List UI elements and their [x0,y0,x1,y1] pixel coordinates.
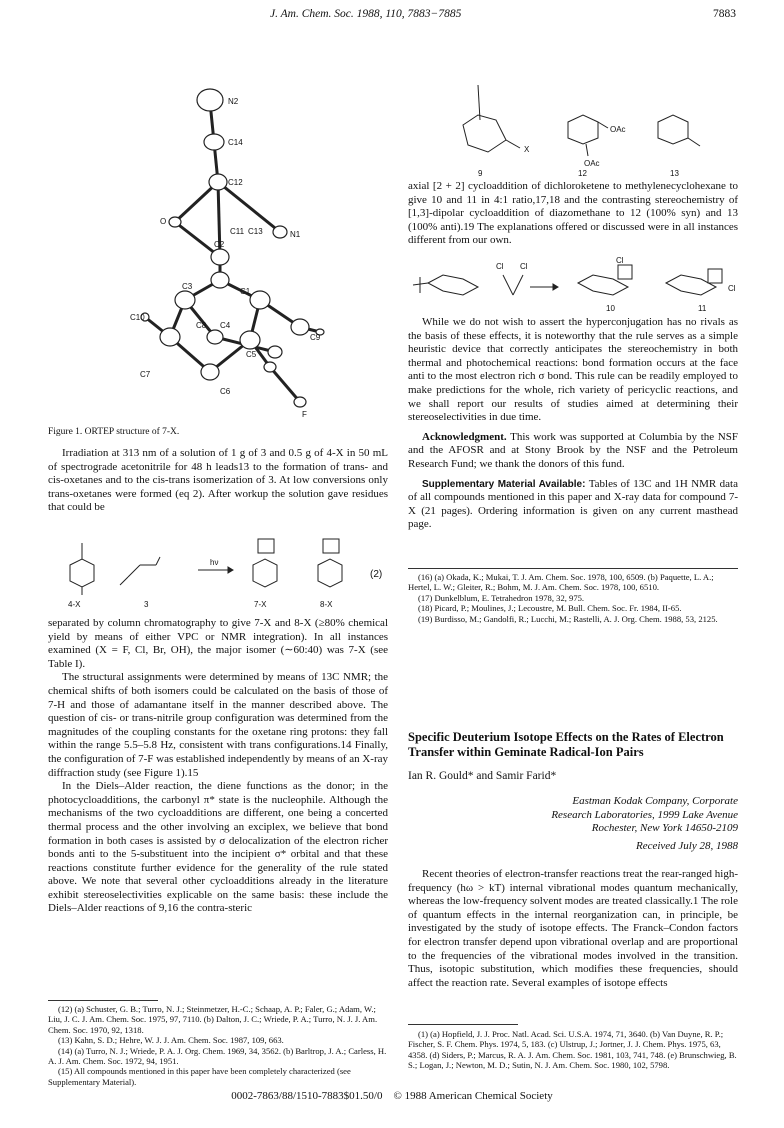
reference: (14) (a) Turro, N. J.; Wriede, P. A. J. Org. Chem. 1969, 34, 3562. (b) Barltrop, J. A.; Carless, H. A. J. Am. Chem. Soc. 1972, 94, 1951. [48,1045,387,1067]
reference: (16) (a) Okada, K.; Mukai, T. J. Am. Chem. Soc. 1978, 100, 6509. (b) Paquette, L. A.; Hertel, L. W.; Gleiter, R.; Bohm, M. J. Am. Chem. Soc. 1978, 100, 6510. [408,572,714,593]
structures-9-12-13 [408,80,738,180]
atom-label: F [302,410,307,419]
equation-number: (2) [370,569,383,580]
ack-heading: Acknowledgment. [422,430,507,443]
atom-label: C1 [240,287,251,296]
struct-substituent: OAc [584,159,600,168]
page-number: 7883 [713,8,736,20]
reference: (12) (a) Schuster, G. B.; Turro, N. J.; Steinmetzer, H.-C.; Schaap, A. P.; Faler, G.; Adam, W.; Liu, J. C. J. Am. Chem. Soc. 1975, 97, 7110. (b) Dalton, J. C.; Wriede, P. A.; Turro, N. J. J. Am. Chem. Soc. 1970, 92, 1318. [48,1004,378,1035]
paragraph: The structural assignments were determined by means of 13C NMR; the chemical shifts of both isomers could be calculated on the basis of those of 7-H and those of adamantane itself in the manner described above. The question of cis- or trans-nitrile group configuration was determined from the magnitudes of the coupling constants for the oxetane ring protons: they fall within the range 5.5–5.8 Hz, consistent with trans configurations.14 Finally, the configuration of 7-F was established independently by means of an X-ray diffraction study (see Figure 1).15 [48,671,388,779]
footnote-divider [48,1000,158,1001]
acknowledgment [408,431,738,472]
paragraph: Irradiation at 313 nm of a solution of 1 g of 3 and 0.5 g of 4-X in 50 mL of spectrograde acetonitrile for 48 h leads13 to the formation of trans- and cis-oxetanes and to the cis-trans isomerization of 3. At low conversions only trans-oxetanes were formed (eq 2). After workup the solution gave residues that could be [48,447,388,514]
atom-label: N2 [228,97,239,106]
reaction-scheme-10-11 [408,255,738,315]
scheme-atom: Cl [728,284,736,293]
paragraph: separated by column chromatography to give 7-X and 8-X (≥80% chemical yield by means of either VPC or NMR integration). In all instances examined (X = F, Cl, Br, OH), the major isomer (∼60:40) was 7-X (see Table I). [48,617,388,670]
atom-label: N1 [290,230,301,239]
right-references [408,572,738,624]
received-date: Received July 28, 1988 [635,839,738,852]
struct-label: 13 [670,169,679,178]
article-title: Specific Deuterium Isotope Effects on the Rates of Electron Transfer within Geminate Radical-Ion Pairs [408,730,724,759]
supplementary-material [408,478,738,532]
struct-substituent: OAc [610,125,626,134]
paragraph: Recent theories of electron-transfer reactions treat the rear-ranged high-frequency (hω > kT) internal vibrational modes quantum mechanically, whereas the low-frequency solvent modes are treated classically.1 The role of quantum effects in the internal reorganization can, in principle, be investigated by the study of isotope effects. The Franck–Condon factors for electron transfer depend upon vibrational overlap and are proportional to the frequencies of the vibrational modes involved in the transition. Thus, isotopic substitution, which modifies these frequencies, should affect the reaction rate. Several examples of isotope effects [408,868,738,989]
article-authors: Ian R. Gould* and Samir Farid* [408,770,557,782]
atom-label: C12 [228,178,243,187]
reference: (17) Dunkelblum, E. Tetrahedron 1978, 32, 975. [418,592,585,603]
ortep-figure [110,82,350,422]
atom-label: C8 [196,321,207,330]
page-footer [0,1090,784,1102]
reference: (19) Burdisso, M.; Gandolfi, R.; Lucchi, M.; Rastelli, A. J. Org. Chem. 1988, 53, 2125. [418,613,718,624]
atom-label: C13 [248,227,263,236]
right-para-1 [408,180,738,248]
footnote-divider [408,568,738,569]
scheme-atom: Cl [520,262,528,271]
scheme-label: 8-X [320,600,333,609]
affiliation-line: Eastman Kodak Company, Corporate [572,795,738,807]
struct-label: 9 [478,169,483,178]
reference: (18) Picard, P.; Moulines, J.; Lecoustre, M. Bull. Chem. Soc. Fr. 1984, II-65. [418,603,682,614]
scheme-label: 4-X [68,600,81,609]
scheme-reagent: hν [210,558,219,567]
struct-label: 12 [578,169,587,178]
right-body [408,316,738,532]
struct-substituent: X [524,145,530,154]
atom-label: C5 [246,350,257,359]
atom-label: C14 [228,138,243,147]
article-body [408,868,738,990]
atom-label: C2 [214,240,225,249]
atom-label: C4 [220,321,231,330]
atom-label: C10 [130,313,145,322]
scheme-label: 7-X [254,600,267,609]
atom-label: C7 [140,370,151,379]
supp-heading: Supplementary Material Available: [422,478,586,490]
footer-code: 0002-7863/88/1510-7883$01.50/0 [231,1090,383,1102]
article-references [408,1029,738,1071]
affiliation-line: Rochester, New York 14650-2109 [591,822,738,835]
figure-caption: Figure 1. ORTEP structure of 7-X. [48,427,180,437]
reference: (13) Kahn, S. D.; Hehre, W. J. J. Am. Chem. Soc. 1987, 109, 663. [58,1035,284,1046]
atom-label: C11 [230,227,245,236]
journal-citation: J. Am. Chem. Soc. 1988, 110, 7883−7885 [270,8,462,20]
paragraph: In the Diels–Alder reaction, the diene functions as the donor; in the photocycloadditions, the carbonyl π* state is the nucleophile. Although the mechanisms of the two cycloadditions are different, one being a concerted thermal process and the other involving an exciplex, we believe that bond formation in both cases is assisted by σ delocalization of the electron richer bonds anti to the 5-substituent into the incipient σ* orbital and that these reactions constitute further evidence for the generality of the rule stated above. We note that several other cycloadditions already in the literature exhibit stereoselectivities explicable on the same basis: these include the Diels–Alder reactions of 9,16 the contra-steric [48,780,388,915]
paragraph: While we do not wish to assert the hyperconjugation has no rivals as the basis of these effects, it is noteworthy that the rule serves as a simple heuristic device that correctly anticipates the stereochemistry in both thermal and photochemical reactions: bond formation occurs at the face anti to the most electron rich σ bond. This rule can be readily employed to make predictions for the whole, rich variety of pericyclic reactions, and we shall report our results of studies aimed at determining their stereoselectivities in due time. [408,316,738,424]
reaction-scheme-eq2 [48,525,388,613]
ack-text: This work was supported at Columbia by the NSF and the AFOSR and at Stony Brook by the NSF and the Petroleum Research Fund; we thank the donors of this fund. [408,430,738,470]
running-header [0,8,784,28]
left-para-1 [48,447,388,515]
scheme-atom: Cl [496,262,504,271]
affiliation [408,795,738,853]
reference: (1) (a) Hopfield, J. J. Proc. Natl. Acad. Sci. U.S.A. 1974, 71, 3640. (b) Van Duyne, R. P.; Fischer, S. F. Chem. Phys. 1974, 5, 183. (c) Ulstrup, J.; Jortner, J. J. Chem. Phys. 1975, 63, 4358. (d) Siders, P.; Marcus, R. A. J. Am. Chem. Soc. 1981, 103, 741, 748. (e) Brunschwieg, B. S.; Logan, J.; Newton, M. D.; Sutin, N. J. Am. Chem. Soc. 1980, 102, 5798. [408,1029,737,1071]
scheme-atom: Cl [616,256,624,265]
atom-label: C9 [310,333,321,342]
footer-copyright: © 1988 American Chemical Society [393,1090,553,1102]
scheme-label: 10 [606,304,615,313]
left-references [48,1004,388,1087]
paragraph: axial [2 + 2] cycloaddition of dichloroketene to methylenecyclohexane to give 10 and 11 in 4:1 ratio,17,18 and the contrasting stereochemistry of [1,3]-dipolar cycloaddition of diazomethane to 12 (100% syn) and 13 (100% anti).19 The explanations offered or discussed were in all instances different from our own. [408,180,738,247]
left-body [48,617,388,916]
footnote-divider [408,1024,518,1025]
atom-label: O [160,217,167,226]
atom-label: C6 [220,387,231,396]
reference: (15) All compounds mentioned in this paper have been completely characterized (see Supplementary Material). [48,1066,351,1087]
atom-label: C3 [182,282,193,291]
supp-text: Tables of 13C and 1H NMR data of all compounds mentioned in this paper and X-ray data for compound 7-X (21 pages). Ordering information is given on any current masthead page. [408,477,739,531]
affiliation-line: Research Laboratories, 1999 Lake Avenue [551,808,738,821]
scheme-label: 3 [144,600,149,609]
scheme-label: 11 [698,304,707,313]
